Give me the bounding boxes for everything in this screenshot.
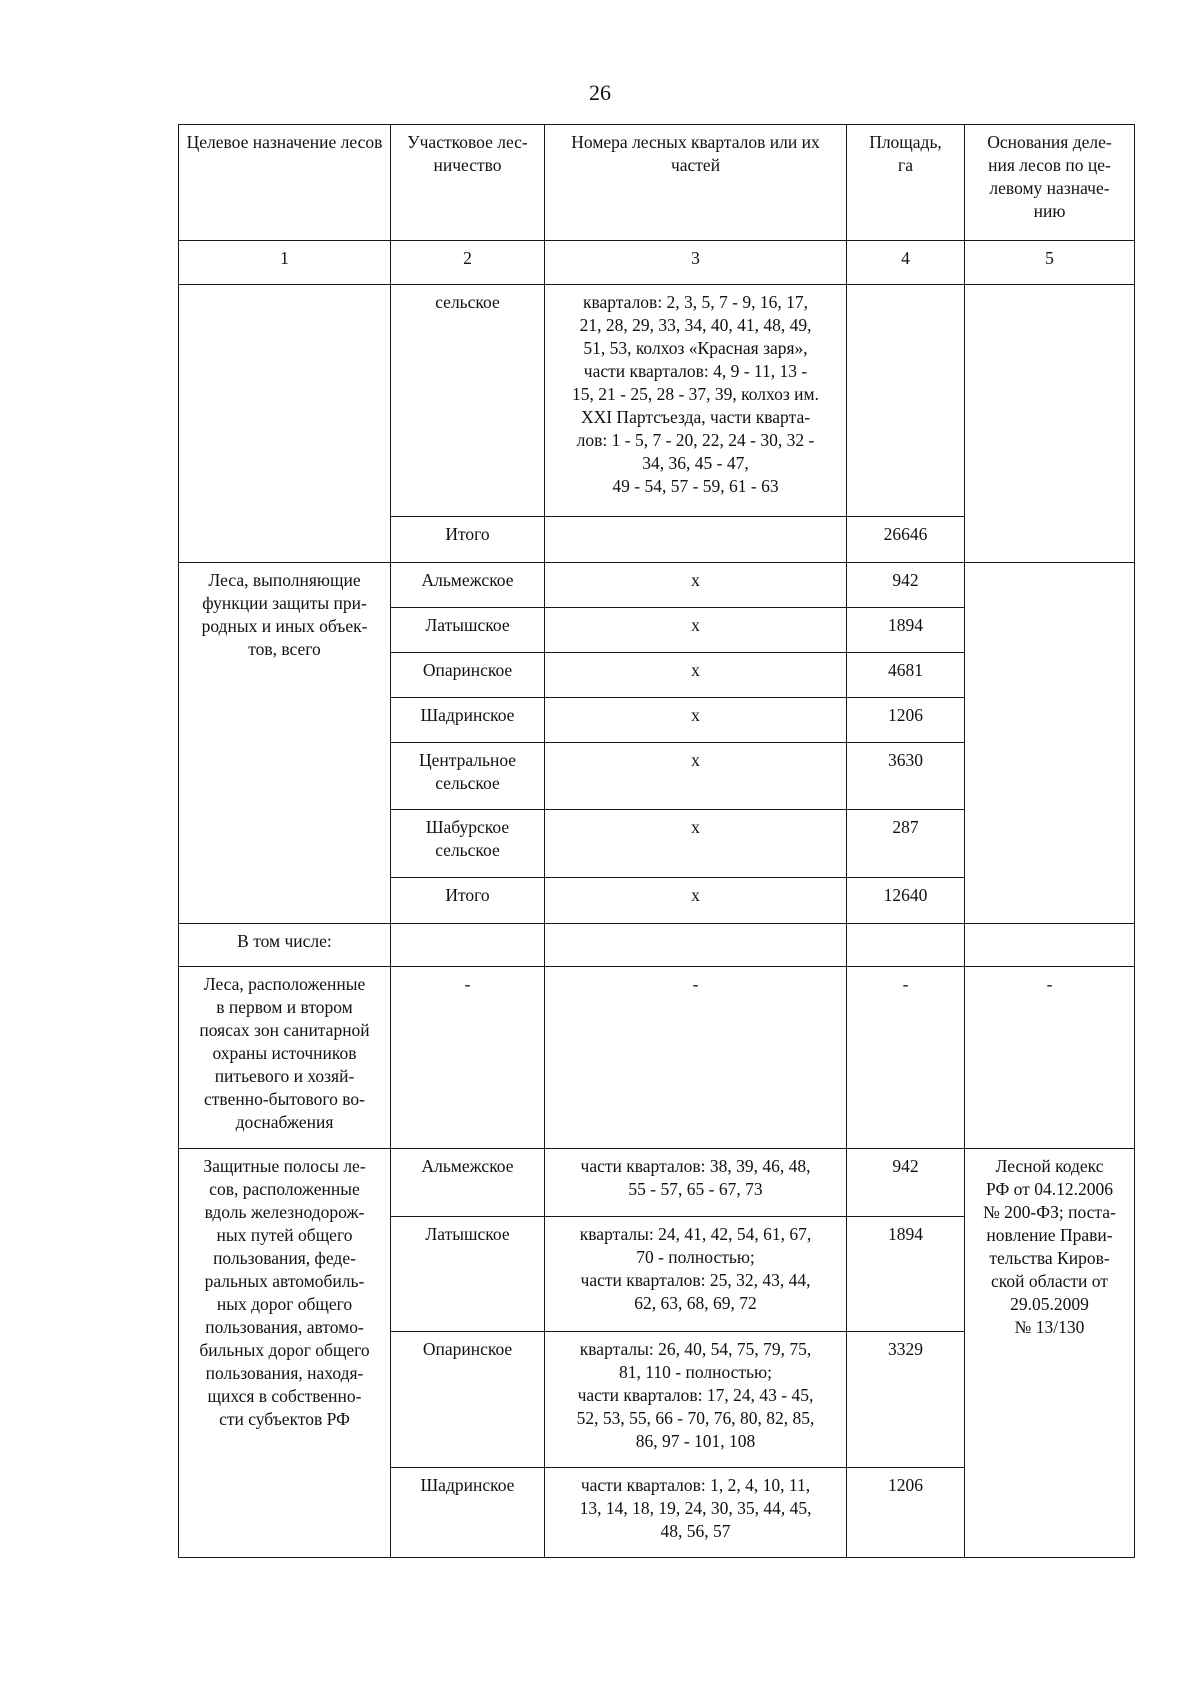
column-number: 5 [965, 241, 1135, 285]
quarters-cell [545, 924, 847, 967]
purpose-cell: Леса, расположенные в первом и втором поясах зон санитарной охраны источников питьевого и хозяй- ственно-бытового во- доснабжения [179, 967, 391, 1149]
table-row [179, 563, 1135, 608]
district-cell [391, 924, 545, 967]
table-row [179, 285, 1135, 517]
header-district: Участковое лес- ничество [391, 125, 545, 241]
header-area: Площадь, га [847, 125, 965, 241]
header-row [179, 125, 1135, 241]
purpose-cell: Защитные полосы ле- сов, расположенные вдоль железнодорож- ных путей общего пользования, феде- ральных автомобиль- ных дорог общего пользования, автомо- бильных дорог общего пользования, находя- щихся в собственно- сти субъектов РФ [179, 1149, 391, 1558]
area-cell: 3329 [847, 1332, 965, 1468]
basis-cell: Лесной кодекс РФ от 04.12.2006 № 200-ФЗ; поста- новление Прави- тельства Киров- ской области от 29.05.2009 № 13/130 [965, 1149, 1135, 1558]
quarters-cell: кварталов: 2, 3, 5, 7 - 9, 16, 17, 21, 28, 29, 33, 34, 40, 41, 48, 49, 51, 53, колхоз «Красная заря», части кварталов: 4, 9 - 11, 13 - 15, 21 - 25, 28 - 37, 39, колхоз им. XXI Партсъезда, части кварта- лов: 1 - 5, 7 - 20, 22, 24 - 30, 32 - 34, 36, 45 - 47, 49 - 54, 57 - 59, 61 - 63 [545, 285, 847, 517]
purpose-cell-empty [179, 285, 391, 563]
including-label: В том числе: [179, 924, 391, 967]
district-cell: Альмежское [391, 1149, 545, 1217]
quarters-cell: х [545, 698, 847, 743]
district-cell: сельское [391, 285, 545, 517]
quarters-cell: кварталы: 24, 41, 42, 54, 61, 67, 70 - полностью; части кварталов: 25, 32, 43, 44, 62, 63, 68, 69, 72 [545, 1217, 847, 1332]
quarters-cell: х [545, 653, 847, 698]
area-cell: 942 [847, 563, 965, 608]
table-row [179, 1149, 1135, 1217]
district-cell: Альмежское [391, 563, 545, 608]
area-cell: 3630 [847, 743, 965, 810]
column-number: 3 [545, 241, 847, 285]
district-cell: Опаринское [391, 653, 545, 698]
district-cell: Опаринское [391, 1332, 545, 1468]
quarters-cell: части кварталов: 38, 39, 46, 48, 55 - 57, 65 - 67, 73 [545, 1149, 847, 1217]
district-cell: Центральное сельское [391, 743, 545, 810]
area-cell: - [847, 967, 965, 1149]
district-cell: - [391, 967, 545, 1149]
table-row [179, 924, 1135, 967]
district-cell: Итого [391, 878, 545, 924]
district-cell: Латышское [391, 1217, 545, 1332]
area-cell: 1894 [847, 1217, 965, 1332]
district-cell: Итого [391, 517, 545, 563]
district-cell: Шадринское [391, 698, 545, 743]
column-number: 1 [179, 241, 391, 285]
header-basis: Основания деле- ния лесов по це- левому назначе- нию [965, 125, 1135, 241]
quarters-cell: х [545, 563, 847, 608]
area-cell [847, 924, 965, 967]
header-purpose: Целевое назначение лесов [179, 125, 391, 241]
area-cell: 1206 [847, 1468, 965, 1558]
quarters-cell: х [545, 743, 847, 810]
area-cell: 1894 [847, 608, 965, 653]
area-cell: 942 [847, 1149, 965, 1217]
area-cell: 287 [847, 810, 965, 878]
district-cell: Латышское [391, 608, 545, 653]
forest-purpose-table [178, 124, 1135, 1558]
page-number: 26 [589, 80, 611, 105]
basis-cell: - [965, 967, 1135, 1149]
purpose-cell: Леса, выполняющие функции защиты при- родных и иных объек- тов, всего [179, 563, 391, 924]
area-cell: 1206 [847, 698, 965, 743]
table-row [179, 967, 1135, 1149]
header-quarters: Номера лесных кварталов или их частей [545, 125, 847, 241]
area-cell [847, 285, 965, 517]
column-number: 2 [391, 241, 545, 285]
district-cell: Шадринское [391, 1468, 545, 1558]
column-number: 4 [847, 241, 965, 285]
area-cell: 12640 [847, 878, 965, 924]
quarters-cell: х [545, 608, 847, 653]
basis-cell [965, 924, 1135, 967]
quarters-cell: х [545, 810, 847, 878]
area-cell: 26646 [847, 517, 965, 563]
quarters-cell: - [545, 967, 847, 1149]
quarters-cell: кварталы: 26, 40, 54, 75, 79, 75, 81, 110 - полностью; части кварталов: 17, 24, 43 - 45, 52, 53, 55, 66 - 70, 76, 80, 82, 85, 86, 97 - 101, 108 [545, 1332, 847, 1468]
quarters-cell: х [545, 878, 847, 924]
basis-cell-empty [965, 563, 1135, 924]
quarters-cell [545, 517, 847, 563]
area-cell: 4681 [847, 653, 965, 698]
district-cell: Шабурское сельское [391, 810, 545, 878]
column-numbers-row [179, 241, 1135, 285]
quarters-cell: части кварталов: 1, 2, 4, 10, 11, 13, 14, 18, 19, 24, 30, 35, 44, 45, 48, 56, 57 [545, 1468, 847, 1558]
basis-cell-empty [965, 285, 1135, 563]
